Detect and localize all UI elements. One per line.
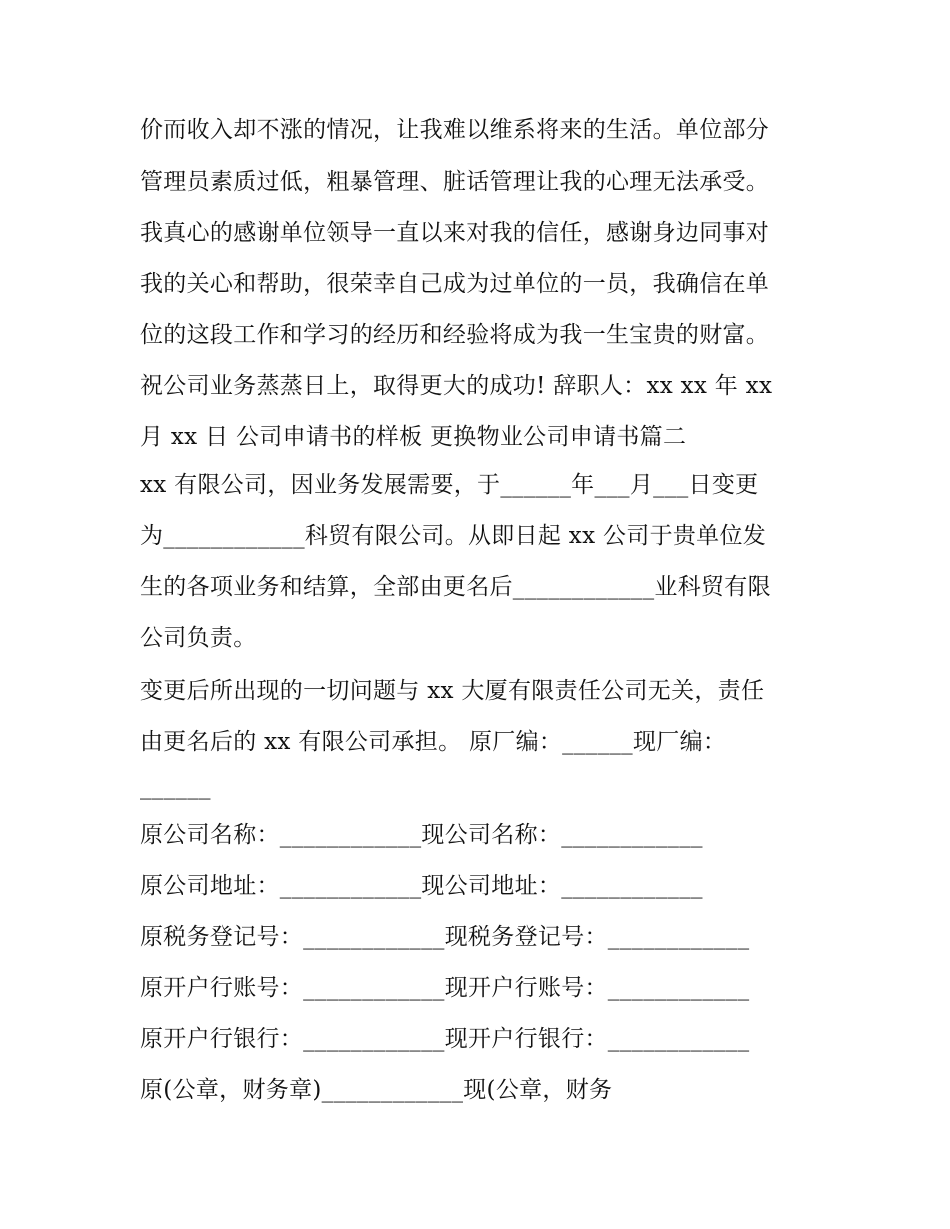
text-line: 价而收入却不涨的情况，让我难以维系将来的生活。单位部分 (140, 117, 770, 143)
text-line: 公司负责。 (140, 625, 257, 651)
form-line: 原(公章，财务章)____________现(公章，财务 (140, 1077, 613, 1103)
form-line: 原公司名称：____________现公司名称：____________ (140, 822, 703, 848)
text-line: 生的各项业务和结算，全部由更名后____________业科贸有限 (140, 574, 771, 600)
text-line: 位的这段工作和学习的经历和经验将成为我一生宝贵的财富。 (140, 322, 770, 348)
text-line: ______ (140, 774, 211, 800)
form-line: 原开户行银行：____________现开户行银行：____________ (140, 1026, 750, 1052)
text-line: 由更名后的 xx 有限公司承担。 原厂编：______现厂编： (140, 729, 727, 755)
text-line: 为____________科贸有限公司。从即日起 xx 公司于贵单位发 (140, 523, 767, 549)
text-line: 管理员素质过低，粗暴管理、脏话管理让我的心理无法承受。 (140, 169, 770, 195)
form-line: 原公司地址：____________现公司地址：____________ (140, 873, 703, 899)
text-line: 我真心的感谢单位领导一直以来对我的信任，感谢身边同事对 (140, 220, 770, 246)
form-line: 原开户行账号：____________现开户行账号：____________ (140, 975, 750, 1001)
form-line: 原税务登记号：____________现税务登记号：____________ (140, 924, 750, 950)
text-line: 我的关心和帮助，很荣幸自己成为过单位的一员，我确信在单 (140, 271, 770, 297)
text-line: 变更后所出现的一切问题与 xx 大厦有限责任公司无关，责任 (140, 678, 765, 704)
text-line: 祝公司业务蒸蒸日上，取得更大的成功! 辞职人：xx xx 年 xx (140, 373, 773, 399)
text-line: 月 xx 日 公司申请书的样板 更换物业公司申请书篇二 (140, 424, 687, 450)
text-line: xx 有限公司，因业务发展需要，于______年___月___日变更 (140, 472, 759, 498)
